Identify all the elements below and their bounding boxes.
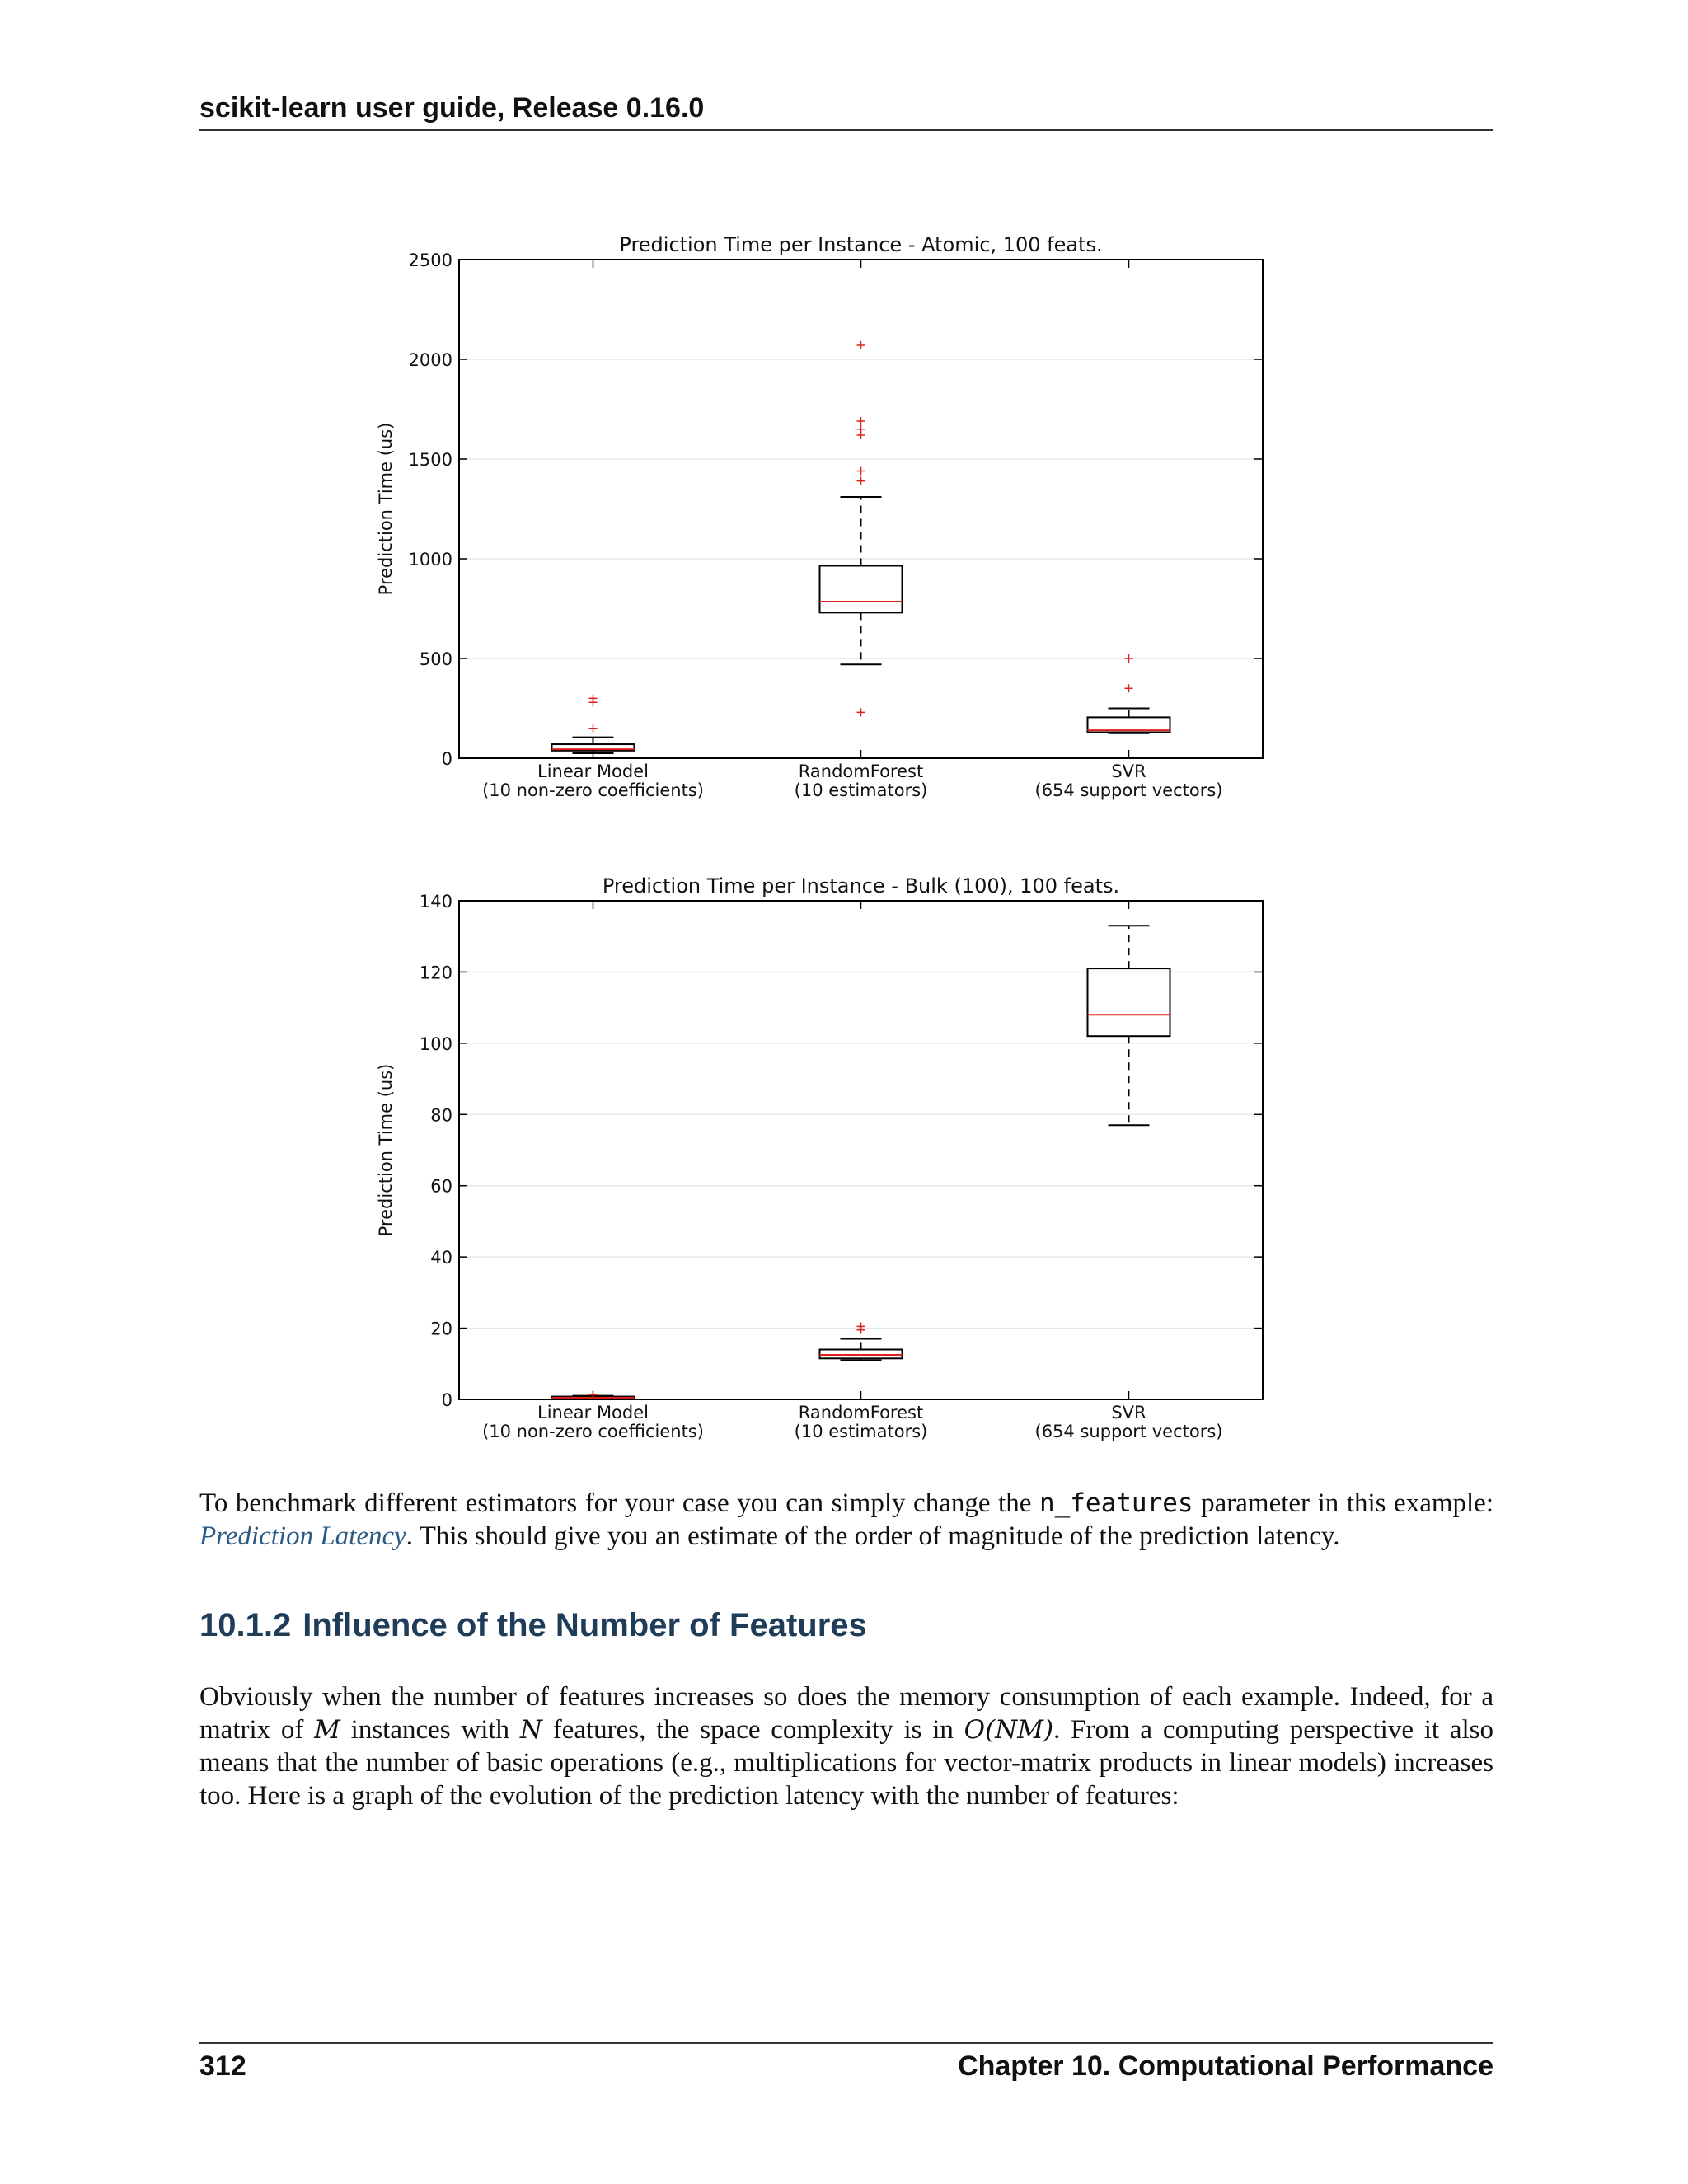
outlier-point xyxy=(857,467,865,476)
page-number: 312 xyxy=(199,2050,246,2082)
y-axis-label: Prediction Time (us) xyxy=(376,1063,396,1237)
x-tick-label: RandomForest xyxy=(798,1403,924,1422)
running-header: scikit-learn user guide, Release 0.16.0 xyxy=(199,92,705,124)
y-tick-label: 120 xyxy=(419,963,452,983)
x-tick-sublabel: (10 non-zero coefficients) xyxy=(482,780,704,800)
x-tick-sublabel: (654 support vectors) xyxy=(1034,780,1223,800)
x-tick-label: SVR xyxy=(1111,1403,1146,1422)
iqr-box xyxy=(820,565,903,612)
footer-rule xyxy=(199,2042,1493,2044)
iqr-box xyxy=(1088,968,1170,1036)
x-tick-label: RandomForest xyxy=(798,762,924,781)
outlier-point xyxy=(857,425,865,434)
outlier-point xyxy=(589,694,598,702)
chart-title: Prediction Time per Instance - Bulk (100), 100 feats. xyxy=(602,874,1120,898)
math-onm: O(NM) xyxy=(964,1715,1054,1745)
y-tick-label: 1000 xyxy=(408,550,452,569)
x-tick-sublabel: (10 non-zero coefficients) xyxy=(482,1422,704,1441)
y-tick-label: 40 xyxy=(430,1248,452,1268)
y-tick-label: 100 xyxy=(419,1033,452,1054)
outlier-point xyxy=(857,341,865,349)
iqr-box xyxy=(820,1350,903,1359)
section-title: Influence of the Number of Features xyxy=(302,1607,867,1643)
outlier-point xyxy=(589,724,598,733)
paragraph-features: Obviously when the number of features increases so does the memory consumption of each example. Indeed, for a matrix of M instances with N features, the space complexity is in O(NM). From a computing perspective it also means that the number of basic operations (e.g., multiplications for vector-matrix products in linear models) increases too. Here is a graph of the evolution of the prediction latency with the number of features: xyxy=(199,1682,1493,1811)
x-tick-label: SVR xyxy=(1111,762,1146,781)
y-tick-label: 140 xyxy=(419,892,452,912)
y-tick-label: 0 xyxy=(441,1390,452,1410)
section-number: 10.1.2 xyxy=(199,1607,292,1643)
inline-code: n_features xyxy=(1039,1488,1193,1518)
x-tick-label: Linear Model xyxy=(537,1403,649,1422)
y-tick-label: 80 xyxy=(430,1105,452,1126)
y-tick-label: 1500 xyxy=(408,450,452,470)
boxplot-atomic xyxy=(0,223,1688,816)
y-tick-label: 2500 xyxy=(408,251,452,270)
outlier-point xyxy=(857,1322,865,1330)
header-rule xyxy=(199,129,1493,131)
y-axis-label: Prediction Time (us) xyxy=(376,422,396,596)
y-tick-label: 2000 xyxy=(408,350,452,370)
x-tick-label: Linear Model xyxy=(537,762,649,781)
x-tick-sublabel: (654 support vectors) xyxy=(1034,1422,1223,1441)
outlier-point xyxy=(1125,684,1133,692)
section-heading xyxy=(199,1607,1493,1644)
y-tick-label: 60 xyxy=(430,1176,452,1197)
math-m: M xyxy=(314,1715,340,1745)
prediction-latency-link[interactable]: Prediction Latency xyxy=(199,1521,406,1551)
outlier-point xyxy=(1125,654,1133,663)
y-tick-label: 20 xyxy=(430,1319,452,1339)
math-n: N xyxy=(519,1715,542,1745)
x-tick-sublabel: (10 estimators) xyxy=(794,780,928,800)
paragraph-benchmark: To benchmark different estimators for your case you can simply change the n_features parameter in this example: Prediction Latency. This should give you an estimate of the order of magnitude of the prediction latency. xyxy=(199,1488,1494,1551)
outlier-point xyxy=(857,417,865,425)
y-tick-label: 0 xyxy=(441,749,452,769)
y-tick-label: 500 xyxy=(419,649,452,669)
chapter-title: Chapter 10. Computational Performance xyxy=(958,2050,1493,2082)
x-tick-sublabel: (10 estimators) xyxy=(794,1422,928,1441)
outlier-point xyxy=(857,708,865,716)
chart-title: Prediction Time per Instance - Atomic, 100 feats. xyxy=(619,233,1103,256)
outlier-point xyxy=(857,477,865,485)
boxplot-bulk xyxy=(0,864,1688,1457)
